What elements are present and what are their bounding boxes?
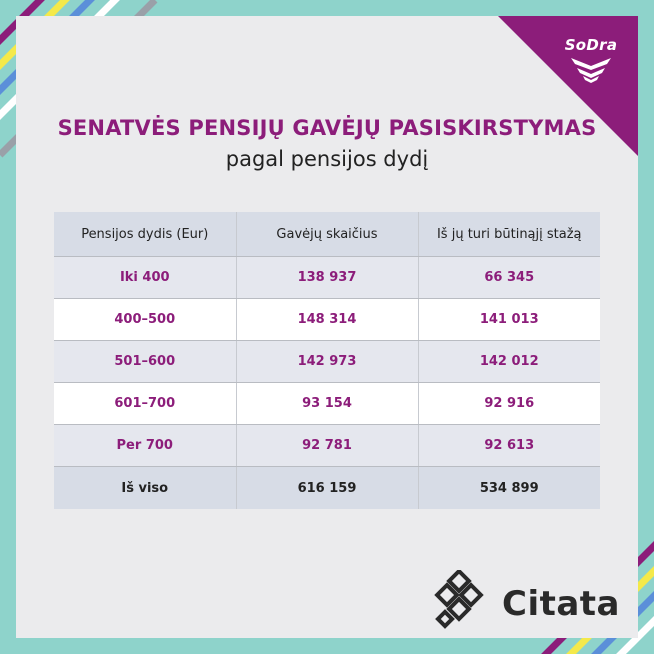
table-cell: 400–500 [54,299,236,341]
table-cell: 616 159 [236,467,418,510]
citata-wordmark: Citata [502,584,620,624]
citata-logo-icon [430,570,496,634]
logo-mark-icon [569,56,613,84]
page-subtitle: pagal pensijos dydį [225,147,429,171]
table-cell: 92 916 [418,383,600,425]
table-cell: 601–700 [54,383,236,425]
logo-text: SoDra [564,36,618,54]
table-cell: Per 700 [54,425,236,467]
table-cell: 66 345 [418,257,600,299]
table-cell: 138 937 [236,257,418,299]
table-cell: 142 012 [418,341,600,383]
table-cell: 534 899 [418,467,600,510]
table-cell: 92 613 [418,425,600,467]
table-row [54,257,600,299]
table-cell: 93 154 [236,383,418,425]
table-row [54,341,600,383]
table-cell: 148 314 [236,299,418,341]
page-title: SENATVĖS PENSIJŲ GAVĖJŲ PASISKIRSTYMAS [57,116,597,140]
table-cell: 142 973 [236,341,418,383]
table-cell: 141 013 [418,299,600,341]
sodra-logo [556,36,626,84]
infographic-card [16,16,638,638]
table-header-row [54,212,600,257]
citata-watermark [430,570,635,634]
table-cell: Iš viso [54,467,236,510]
table-cell: 501–600 [54,341,236,383]
table-total-row [54,467,600,510]
pension-distribution-table [54,212,600,509]
column-header-required-service: Iš jų turi būtinąjį stažą [418,212,600,257]
table-row [54,383,600,425]
table-cell: 92 781 [236,425,418,467]
table-row [54,425,600,467]
column-header-pension-size: Pensijos dydis (Eur) [54,212,236,257]
table-row [54,299,600,341]
table-cell: Iki 400 [54,257,236,299]
column-header-recipients: Gavėjų skaičius [236,212,418,257]
